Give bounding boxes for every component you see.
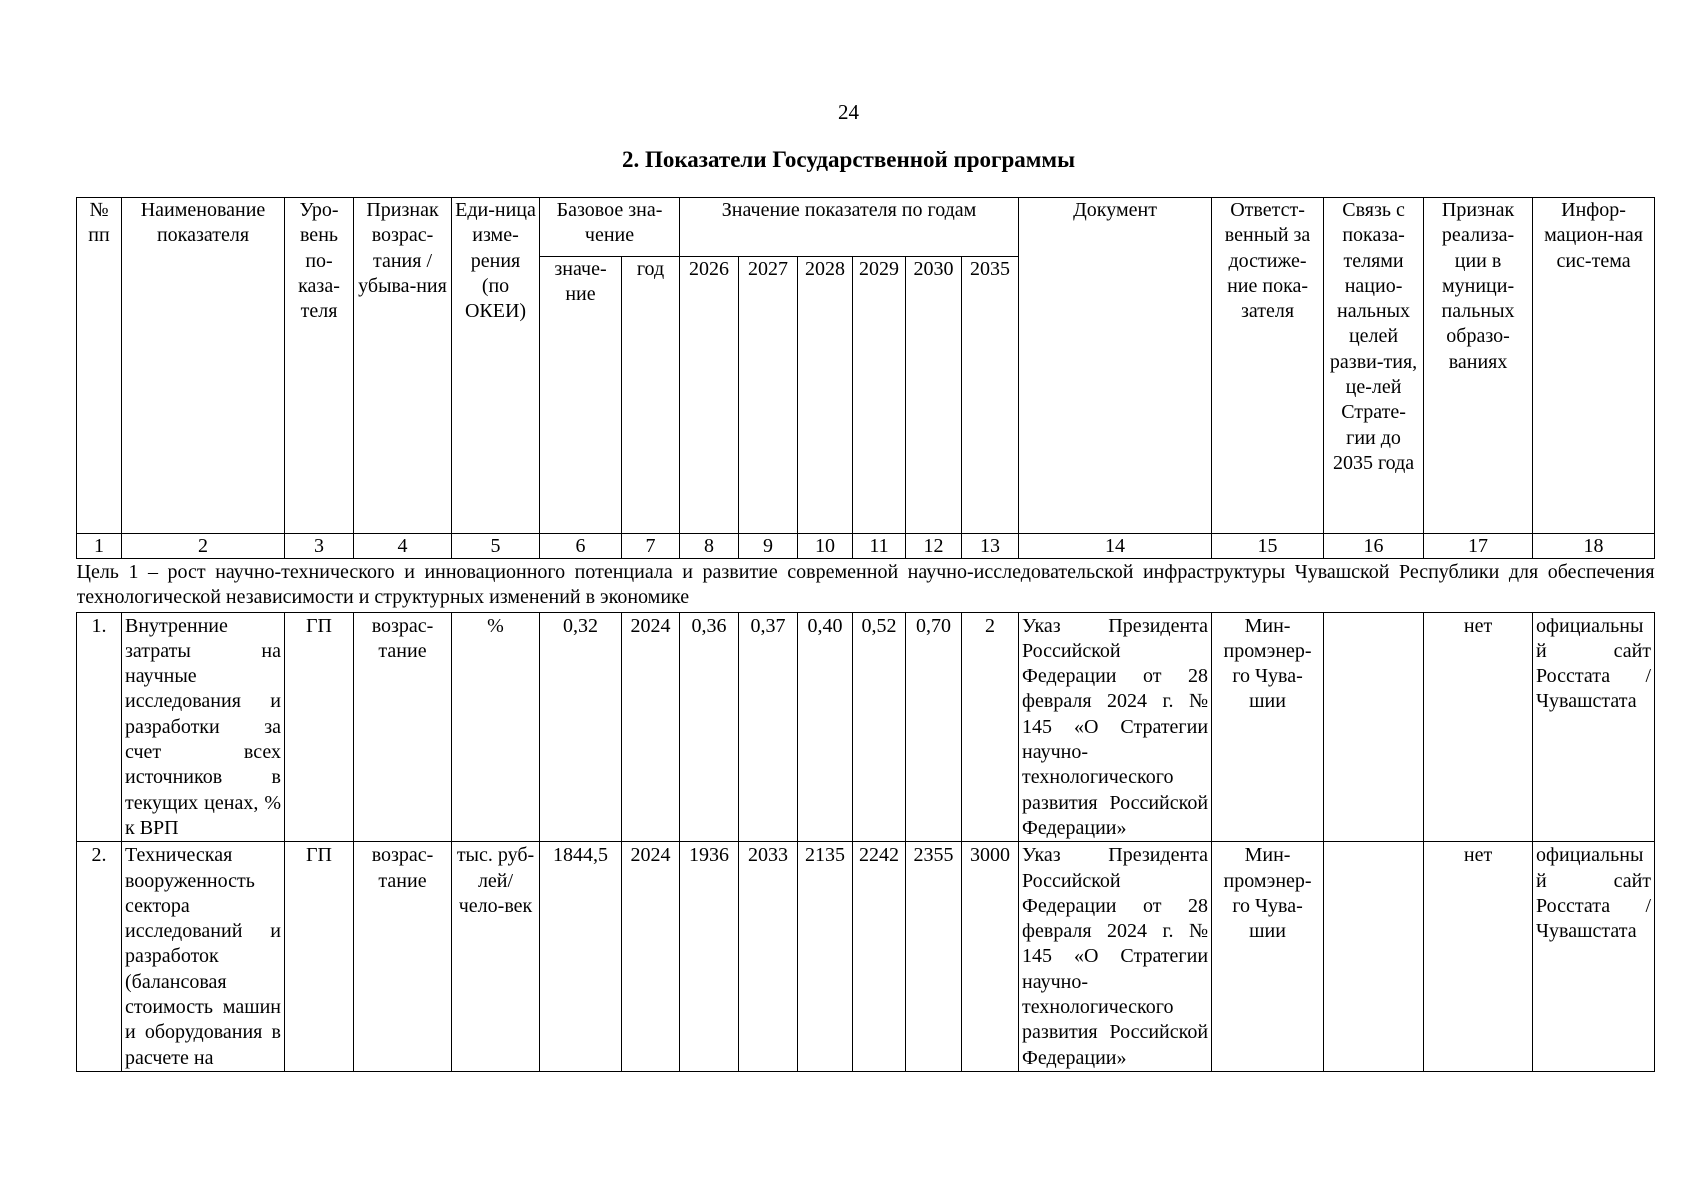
table-row <box>77 842 1655 1072</box>
header-info-system: Инфор-мацион-ная сис-тема <box>1533 198 1655 534</box>
indicator-trend: возрас-тание <box>354 842 452 1072</box>
column-number: 2 <box>122 534 285 559</box>
document: Указ Президента Российской Федерации от 28 февраля 2024 г. № 145 «О Стратегии научно-технологического развития Российской Федерации» <box>1019 842 1212 1072</box>
value-2026: 1936 <box>680 842 739 1072</box>
document-title: 2. Показатели Государственной программы <box>621 147 1076 172</box>
indicator-name: Техническая вооруженность сектора исследований и разработок (балансовая стоимость машин и оборудования в расчете на <box>122 842 285 1072</box>
value-2029: 0,52 <box>853 612 906 842</box>
column-number: 4 <box>354 534 452 559</box>
municipal-flag: нет <box>1424 842 1533 1072</box>
header-national-goals-link: Связь с показа-телями нацио-нальных целей разви-тия, це-лей Страте-гии до 2035 года <box>1324 198 1424 534</box>
municipal-flag: нет <box>1424 612 1533 842</box>
column-number: 13 <box>962 534 1019 559</box>
responsible: Мин-промэнер-го Чува-шии <box>1212 612 1324 842</box>
base-value: 0,32 <box>540 612 622 842</box>
value-2030: 2355 <box>906 842 962 1072</box>
column-number: 14 <box>1019 534 1212 559</box>
column-number: 5 <box>452 534 540 559</box>
indicator-trend: возрас-тание <box>354 612 452 842</box>
header-unit: Еди-ница изме-рения (по ОКЕИ) <box>452 198 540 534</box>
column-number: 1 <box>77 534 122 559</box>
header-base-value: значе-ние <box>540 257 622 534</box>
indicators-table <box>76 197 1655 1072</box>
header-level: Уро-вень по-каза-теля <box>285 198 354 534</box>
indicator-unit: тыс. руб-лей/ чело-век <box>452 842 540 1072</box>
column-number: 10 <box>798 534 853 559</box>
base-year: 2024 <box>622 612 680 842</box>
header-years-group: Значение показателя по годам <box>680 198 1019 257</box>
header-name: Наименование показателя <box>122 198 285 534</box>
info-system: официальный сайт Росстата / Чувашстата <box>1533 612 1655 842</box>
value-2035: 3000 <box>962 842 1019 1072</box>
row-num: 2. <box>77 842 122 1072</box>
value-2035: 2 <box>962 612 1019 842</box>
value-2028: 2135 <box>798 842 853 1072</box>
header-num: № пп <box>77 198 122 534</box>
column-number: 16 <box>1324 534 1424 559</box>
base-value: 1844,5 <box>540 842 622 1072</box>
header-year-2028: 2028 <box>798 257 853 534</box>
column-number: 15 <box>1212 534 1324 559</box>
header-municipal: Признак реализа-ции в муници-пальных образо-ваниях <box>1424 198 1533 534</box>
base-year: 2024 <box>622 842 680 1072</box>
value-2028: 0,40 <box>798 612 853 842</box>
value-2027: 2033 <box>739 842 798 1072</box>
header-year-2030: 2030 <box>906 257 962 534</box>
header-year-2035: 2035 <box>962 257 1019 534</box>
column-number: 9 <box>739 534 798 559</box>
indicator-level: ГП <box>285 612 354 842</box>
national-goals-link <box>1324 842 1424 1072</box>
goal-text: Цель 1 – рост научно-технического и инновационного потенциала и развитие современной научно-исследовательской инфраструктуры Чувашской Республики для обеспечения технологической независимости и структурных изменений в экономике <box>77 559 1655 613</box>
row-num: 1. <box>77 612 122 842</box>
indicator-name: Внутренние затраты на научные исследования и разработки за счет всех источников в текущих ценах, % к ВРП <box>122 612 285 842</box>
header-year-2027: 2027 <box>739 257 798 534</box>
responsible: Мин-промэнер-го Чува-шии <box>1212 842 1324 1072</box>
header-base-year: год <box>622 257 680 534</box>
value-2030: 0,70 <box>906 612 962 842</box>
column-number: 18 <box>1533 534 1655 559</box>
value-2029: 2242 <box>853 842 906 1072</box>
column-number: 12 <box>906 534 962 559</box>
value-2026: 0,36 <box>680 612 739 842</box>
document: Указ Президента Российской Федерации от 28 февраля 2024 г. № 145 «О Стратегии научно-технологического развития Российской Федерации» <box>1019 612 1212 842</box>
header-row-top <box>77 198 1655 257</box>
column-numbers-row <box>77 534 1655 559</box>
column-number: 8 <box>680 534 739 559</box>
indicator-unit: % <box>452 612 540 842</box>
page-number: 24 <box>838 100 859 124</box>
header-trend: Признак возрас-тания / убыва-ния <box>354 198 452 534</box>
column-number: 7 <box>622 534 680 559</box>
column-number: 3 <box>285 534 354 559</box>
column-number: 17 <box>1424 534 1533 559</box>
table-row <box>77 612 1655 842</box>
indicator-level: ГП <box>285 842 354 1072</box>
header-base-group: Базовое зна-чение <box>540 198 680 257</box>
header-year-2029: 2029 <box>853 257 906 534</box>
header-year-2026: 2026 <box>680 257 739 534</box>
column-number: 6 <box>540 534 622 559</box>
value-2027: 0,37 <box>739 612 798 842</box>
column-number: 11 <box>853 534 906 559</box>
header-responsible: Ответст-венный за достиже-ние пока-зателя <box>1212 198 1324 534</box>
national-goals-link <box>1324 612 1424 842</box>
goal-row <box>77 559 1655 613</box>
info-system: официальный сайт Росстата / Чувашстата <box>1533 842 1655 1072</box>
header-document: Документ <box>1019 198 1212 534</box>
